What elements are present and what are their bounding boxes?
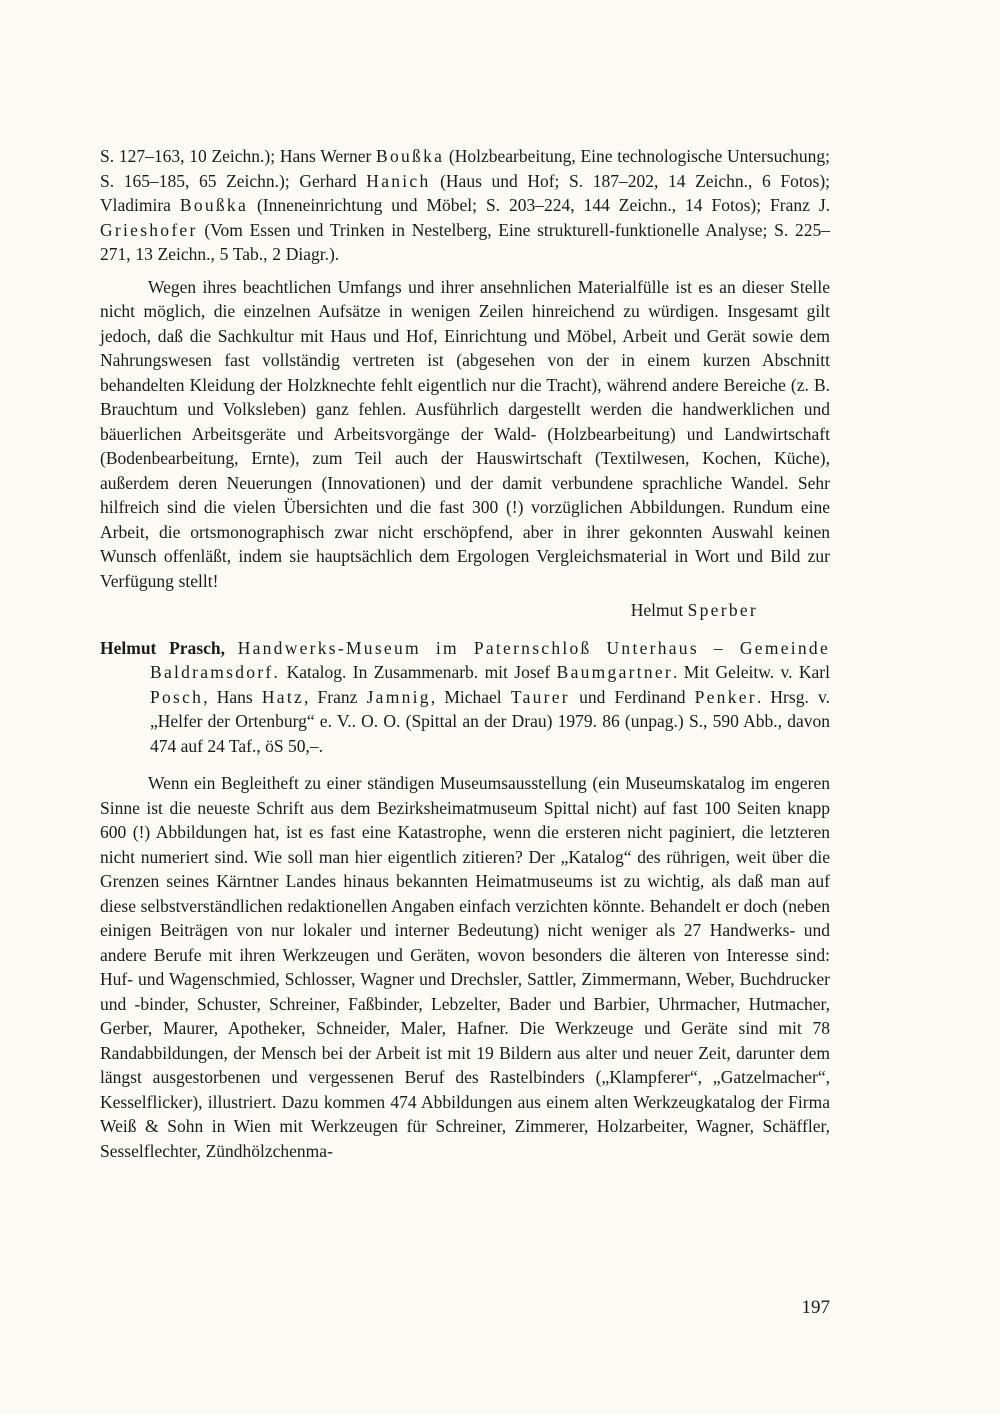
- text-run: (Inneneinrichtung und Möbel; S. 203–224, 144 Zeichn., 14 Fotos); Franz J.: [248, 195, 830, 215]
- text-run: Sperber: [687, 600, 758, 620]
- page-number: 197: [801, 1297, 830, 1318]
- text-run: und Ferdinand: [569, 686, 695, 707]
- text-run: Helmut Prasch,: [100, 637, 225, 658]
- reviewer-signature: [100, 598, 758, 623]
- bibliographic-entry: [100, 636, 830, 759]
- text-run: Penker: [694, 686, 757, 707]
- text-run: , Michael: [430, 686, 511, 707]
- text-run: Jamnig: [366, 686, 431, 707]
- text-run: . Mit Geleitw. v. Karl: [673, 662, 830, 682]
- text-run: Taurer: [510, 686, 570, 707]
- text-run: Katalog. In Zusammenarb. mit Josef: [280, 662, 557, 682]
- text-run: Boußka: [376, 146, 445, 166]
- text-run: (Vom Essen und Trinken in Nestelberg, Eine strukturell-funktionelle Analyse; S. 225–271, 13 Zeichn., 5 Tab., 2 Diagr.).: [100, 219, 830, 264]
- paragraph-continuation-from-previous-page: [100, 144, 830, 267]
- text-run: Wegen ihres beachtlichen Umfangs und ihrer ansehnlichen Materialfülle ist es an dieser Stelle nicht möglich, die einzelnen Aufsätze in wenigen Zeilen hinreichend zu würdigen. Insgesamt gilt jedoch, daß die Sachkultur mit Haus und Hof, Einrichtung und Möbel, Arbeit und Gerät sowie dem Nahrungswesen fast vollständig vertreten ist (abgesehen von der in einem kurzen Abschnitt behandelten Kleidung der Holzknechte fehlt eigentlich nur die Tracht), während andere Bereiche (z. B. Brauchtum und Volksleben) ganz fehlen. Ausführlich dargestellt werden die handwerklichen und bäuerlichen Arbeitsgeräte und Arbeitsvorgänge der Wald- (Holzbearbeitung) und Landwirtschaft (Bodenbearbeitung, Ernte), zum Teil auch der Hauswirtschaft (Textilwesen, Kochen, Küche), außerdem deren Neuerungen (Innovationen) und der damit verbundene sprachliche Wandel. Sehr hilfreich sind die vielen Übersichten und die fast 300 (!) vorzüglichen Abbildungen. Rundum eine Arbeit, die ortsmonographisch zwar nicht erschöpfend, aber in ihrer gekonnten Auswahl keinen Wunsch offenläßt, indem sie hauptsächlich dem Ergologen Vergleichsmaterial in Wort und Bild zur Verfügung stellt!: [100, 276, 830, 591]
- text-run: Hatz: [261, 686, 305, 707]
- text-run: Grieshofer: [100, 219, 198, 240]
- text-run: Posch: [150, 686, 204, 707]
- text-run: . Hrsg. v. „Helfer der Ortenburg“ e. V.. O. O. (Spittal an der Drau) 1979. 86 (unpag.) S., 590 Abb., davon 474 auf 24 Taf., öS 50,–.: [150, 686, 830, 756]
- text-run: S. 127–163, 10 Zeichn.); Hans Werner: [100, 146, 377, 166]
- text-run: (Haus und Hof; S. 187–202, 14 Zeichn., 6 Fotos); Vladimira: [100, 170, 831, 215]
- text-run: [225, 638, 238, 658]
- text-run: Wenn ein Begleitheft zu einer ständigen Museumsausstellung (ein Museumskatalog im engeren Sinne ist die neueste Schrift aus dem Bezirksheimatmuseum Spittal nicht) auf fast 100 Seiten knapp 600 (!) Abbildungen hat, ist es fast eine Katastrophe, wenn die ersteren nicht paginiert, die letzteren nicht numeriert sind. Wie soll man hier eigentlich zitieren? Der „Katalog“ des rührigen, weit über die Grenzen seines Kärntner Landes hinaus bekannten Heimatmuseums ist zu wichtig, als daß man auf diese selbstverständlichen redaktionellen Angaben einfach verzichten könnte. Behandelt er doch (neben einigen Beiträgen von nur lokaler und interner Bedeutung) nicht weniger als 27 Handwerks- und andere Berufe mit ihren Werkzeugen und Geräten, wovon besonders die älteren von Interesse sind: Huf- und Wagenschmied, Schlosser, Wagner und Drechsler, Sattler, Zimmermann, Weber, Buchdrucker und -binder, Schuster, Schreiner, Faßbinder, Lebzelter, Bader und Barbier, Uhrmacher, Hutmacher, Gerber, Maurer, Apotheker, Schneider, Maler, Hafner. Die Werkzeuge und Geräte sind mit 78 Randabbildungen, der Mensch bei der Arbeit ist mit 19 Bildern aus alter und neuer Zeit, darunter dem längst ausgestorbenen und vergessenen Beruf des Rastelbinders („Klampferer“, „Gatzelmacher“, Kesselflicker), illustriert. Dazu kommen 474 Abbildungen aus einem alten Werkzeugkatalog der Firma Weiß & Sohn in Wien mit Werkzeugen für Schreiner, Zimmerer, Holzarbeiter, Wagner, Schäffler, Sesselflechter, Zündhölzchenma-: [100, 773, 830, 1161]
- text-run: , Hans: [203, 686, 262, 707]
- text-run: Helmut: [630, 600, 688, 620]
- paragraph-review-body: [100, 275, 830, 594]
- text-run: , Franz: [304, 686, 367, 707]
- text-run: Hanich: [366, 170, 431, 191]
- text-run: Baumgartner: [556, 662, 674, 682]
- text-run: (Holzbearbeitung, Eine technologische Untersuchung; S. 165–185, 65 Zeichn.); Gerhard: [100, 146, 830, 191]
- text-run: Handwerks-Museum im Paternschloß Unterhaus – Gemeinde Baldramsdorf.: [150, 637, 831, 682]
- paragraph-review-body-second: [100, 771, 830, 1163]
- text-run: Boußka: [179, 195, 248, 215]
